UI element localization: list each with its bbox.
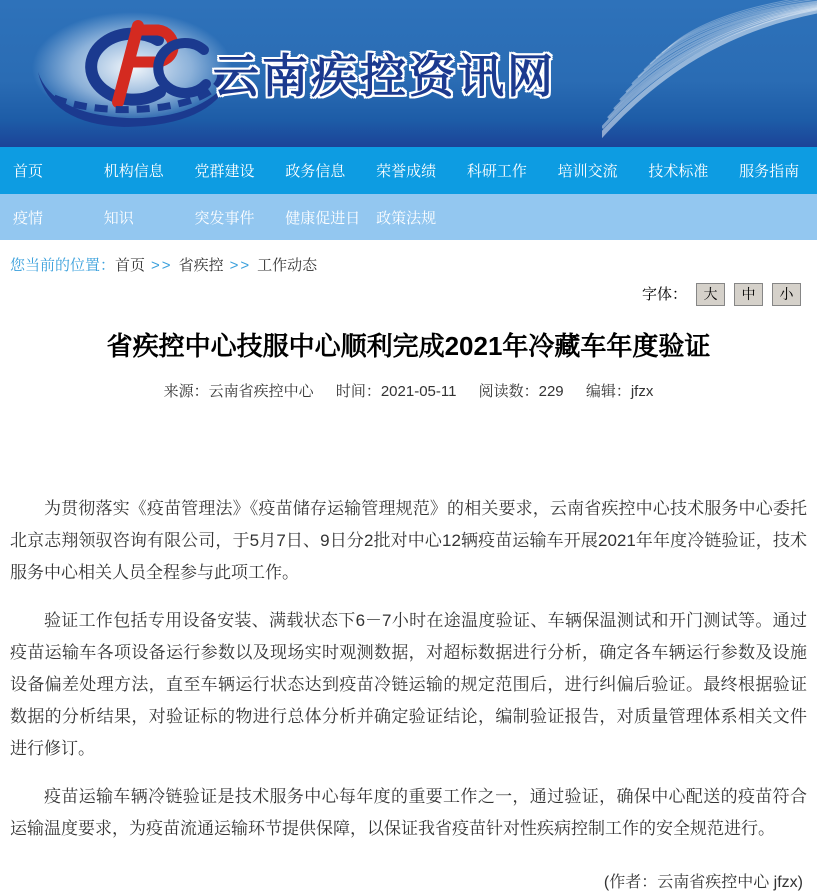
nav-item-research[interactable]: 科研工作 <box>466 163 527 180</box>
font-size-label: 字体： <box>641 286 687 303</box>
article-body <box>10 493 807 845</box>
cdc-logo-icon <box>32 10 237 132</box>
nav-item-honors[interactable]: 荣誉成绩 <box>376 163 437 180</box>
site-title: 云南疾控资讯网 <box>213 50 556 102</box>
nav-item-gov-info[interactable]: 政务信息 <box>285 163 346 180</box>
article-views: 阅读数：229 <box>478 383 564 400</box>
article-source: 来源：云南省疾控中心 <box>163 383 314 400</box>
site-header <box>0 0 817 147</box>
decorative-fan <box>602 0 817 147</box>
article-paragraph: 疫苗运输车辆冷链验证是技术服务中心每年度的重要工作之一，通过验证，确保中心配送的疫苗符合运输温度要求，为疫苗流通运输环节提供保障，以保证我省疫苗针对性疾病控制工作的安全规范进行。 <box>10 787 807 838</box>
breadcrumb-cdc-link[interactable]: 省疾控 <box>178 257 224 274</box>
article-meta <box>0 380 817 401</box>
nav-item-epidemic[interactable]: 疫情 <box>13 209 44 227</box>
font-size-small-button[interactable]: 小 <box>772 283 801 306</box>
main-nav <box>0 147 817 194</box>
nav-item-party[interactable]: 党群建设 <box>194 163 255 180</box>
breadcrumb-label: 您当前的位置： <box>10 257 116 274</box>
font-size-medium-button[interactable]: 中 <box>734 283 763 306</box>
sub-nav <box>0 194 817 240</box>
nav-item-emergency[interactable]: 突发事件 <box>194 209 255 227</box>
nav-item-health-days[interactable]: 健康促进日 <box>285 209 361 227</box>
nav-item-org-info[interactable]: 机构信息 <box>103 163 164 180</box>
article-author: (作者：云南省疾控中心 jfzx) <box>603 874 803 891</box>
font-size-bar <box>16 283 801 306</box>
font-size-large-button[interactable]: 大 <box>696 283 725 306</box>
article-paragraph: 为贯彻落实《疫苗管理法》《疫苗储存运输管理规范》的相关要求，云南省疾控中心技术服务中心委托北京志翔领驭咨询有限公司，于5月7日、9日分2批对中心12辆疫苗运输车开展2021年年度冷链验证，技术服务中心相关人员全程参与此项工作。 <box>10 499 807 582</box>
nav-item-training[interactable]: 培训交流 <box>557 163 618 180</box>
breadcrumb-work-link[interactable]: 工作动态 <box>257 257 318 274</box>
nav-item-services[interactable]: 服务指南 <box>739 163 800 180</box>
nav-item-standards[interactable]: 技术标准 <box>648 163 709 180</box>
article-paragraph: 验证工作包括专用设备安装、满载状态下6－7小时在途温度验证、车辆保温测试和开门测试等。通过疫苗运输车各项设备运行参数以及现场实时观测数据，对超标数据进行分析，确定各车辆运行参数及设施设备偏差处理方法，直至车辆运行状态达到疫苗冷链运输的规定范围后，进行纠偏后验证。最终根据验证数据的分析结果，对验证标的物进行总体分析并确定验证结论，编制验证报告，对质量管理体系相关文件进行修订。 <box>10 611 807 758</box>
article-time: 时间：2021-05-11 <box>335 383 457 400</box>
breadcrumb <box>10 254 807 275</box>
breadcrumb-separator: >> <box>151 257 173 274</box>
nav-item-home[interactable]: 首页 <box>13 163 44 180</box>
breadcrumb-home-link[interactable]: 首页 <box>115 257 146 274</box>
breadcrumb-separator: >> <box>229 257 252 274</box>
nav-item-policy[interactable]: 政策法规 <box>376 209 437 227</box>
article-title: 省疾控中心技服中心顺利完成2021年冷藏车年度验证 <box>106 331 711 361</box>
article-editor: 编辑：jfzx <box>585 383 654 400</box>
nav-item-knowledge[interactable]: 知识 <box>103 209 134 227</box>
